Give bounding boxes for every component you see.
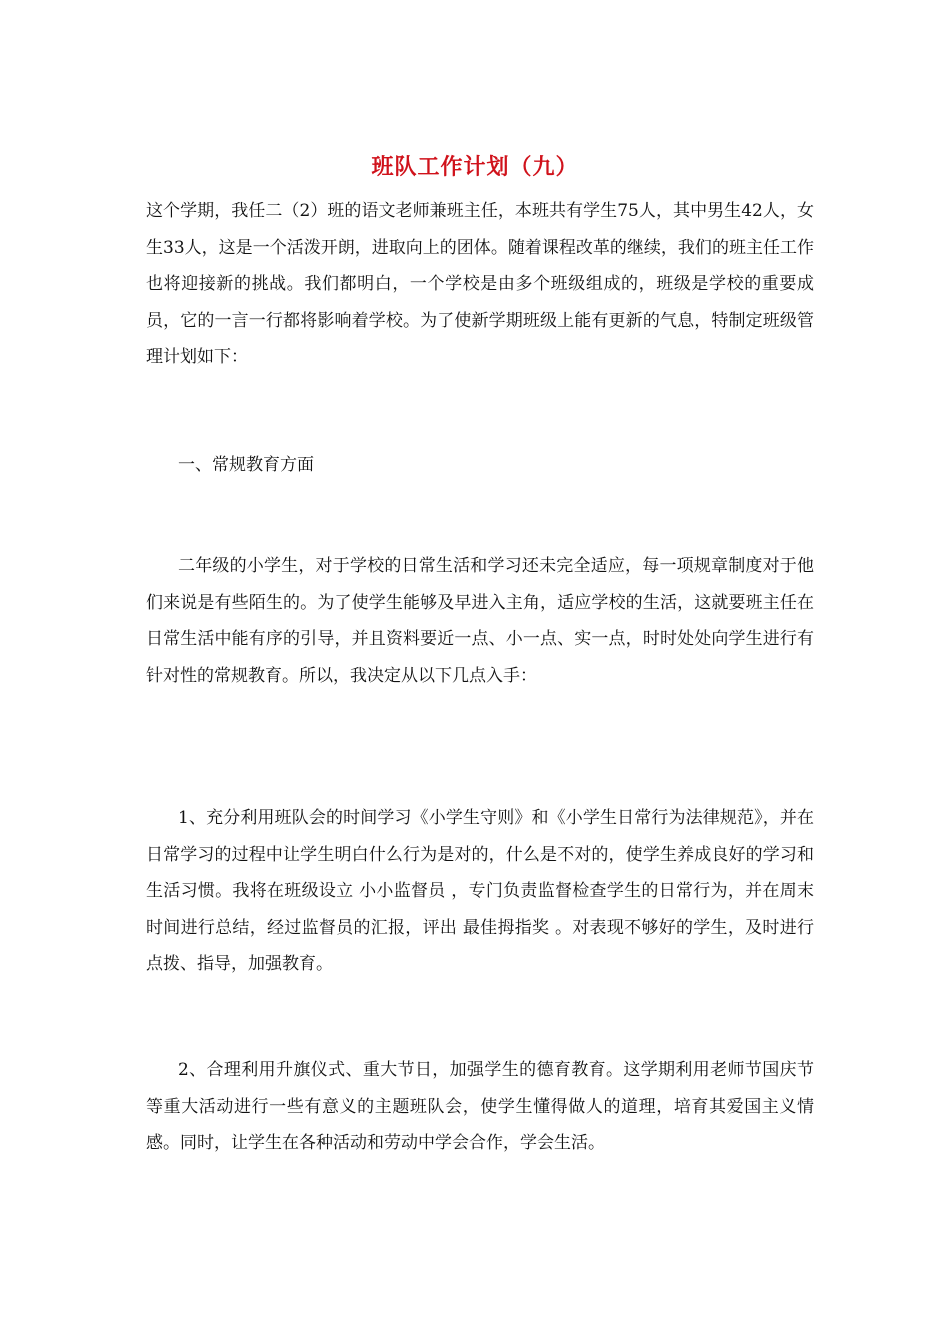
list-item-1: 1、充分利用班队会的时间学习《小学生守则》和《小学生日常行为法律规范》，并在日常学习的过程中让学生明白什么行为是对的，什么是不对的，使学生养成良好的学习和生活习惯。我将在班级设立 小小监督员 ，专门负责监督检查学生的日常行为，并在周末时间进行总结，经过监督员的汇报，评出 最佳拇指奖 。对表现不够好的学生，及时进行点拨、指导，加强教育。 — [146, 808, 814, 974]
paragraph-intro: 这个学期，我任二（2）班的语文老师兼班主任，本班共有学生75人，其中男生42人，女生33人，这是一个活泼开朗，进取向上的团体。随着课程改革的继续，我们的班主任工作也将迎接新的挑战。我们都明白，一个学校是由多个班级组成的，班级是学校的重要成员，它的一言一行都将影响着学校。为了使新学期班级上能有更新的气息，特制定班级管理计划如下： — [146, 201, 814, 367]
document-title: 班队工作计划（九） — [371, 154, 579, 180]
paragraph-grade-two-students: 二年级的小学生，对于学校的日常生活和学习还未完全适应，每一项规章制度对于他们来说是有些陌生的。为了使学生能够及早进入主角，适应学校的生活，这就要班主任在日常生活中能有序的引导，并且资料要近一点、小一点、实一点，时时处处向学生进行有针对性的常规教育。所以，我决定从以下几点入手： — [146, 556, 814, 686]
list-item-2: 2、合理利用升旗仪式、重大节日，加强学生的德育教育。这学期利用老师节国庆节等重大活动进行一些有意义的主题班队会，使学生懂得做人的道理，培育其爱国主义情感。同时，让学生在各种活动和劳动中学会合作，学会生活。 — [146, 1060, 814, 1153]
section-heading-routine-education: 一、常规教育方面 — [178, 455, 314, 475]
